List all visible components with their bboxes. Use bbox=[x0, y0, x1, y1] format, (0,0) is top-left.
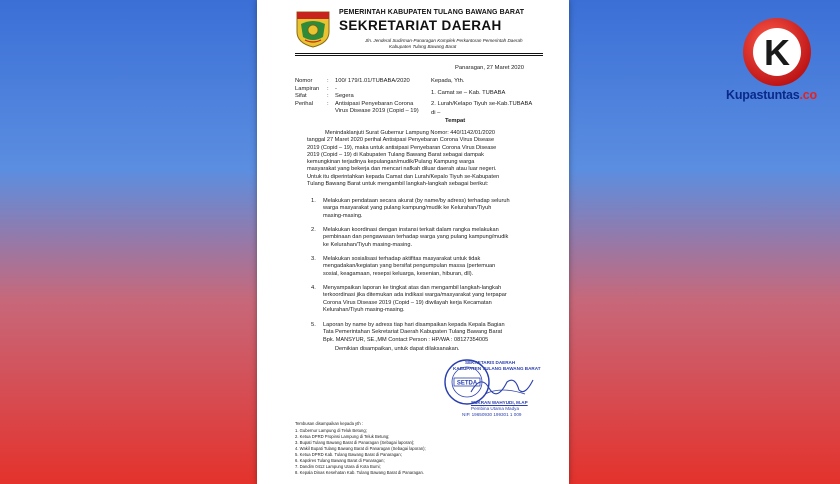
cc-item: 2. Ketua DPRD Propinsi Lampung di Teluk Betung; bbox=[295, 434, 390, 439]
recipient-item: 2. Lurah/Kelapo Tiyuh se-Kab.TUBABA bbox=[431, 101, 533, 107]
cc-item: 3. Bupati Tulang Bawang Barat di Panaragan (Sebagai laporan); bbox=[295, 440, 415, 445]
closing-sentence: Demikian disampaikan, untuk dapat dilaksanakan. bbox=[335, 346, 460, 352]
point-line: Corona Virus Disease 2019 (Copid – 19) diwilayah kerja Kecamatan bbox=[323, 299, 492, 306]
point-line: Melakukan pendataan secara akurat (by name/by adress) terhadap seluruh bbox=[323, 198, 510, 204]
letter-page bbox=[257, 0, 569, 484]
point-number: 2. bbox=[311, 227, 316, 233]
cc-heading: Tembusan disampaikan kepada yth : bbox=[295, 421, 363, 426]
point-line: ke Kelurahan/Tiyuh masing-masing. bbox=[323, 241, 413, 248]
point-line: pembinaan dan pengawasan terhadap warga yang pulang kampung/mudik bbox=[323, 234, 509, 241]
recipient-at: di – bbox=[431, 110, 441, 116]
cc-item: 5. Ketua DPRD Kab. Tulang Bawang Barat di Panaragan; bbox=[295, 452, 402, 457]
point-line: Tata Pemerintahan Sekretariat Daerah Kabupaten Tulang Bawang Barat bbox=[323, 329, 503, 336]
office-address-city: Kabupaten Tulang Bawang Barat bbox=[389, 44, 457, 49]
signatory-nip: NIP. 19650930 199301 1 009 bbox=[462, 412, 522, 417]
point-text bbox=[323, 256, 495, 278]
paragraph-line: tanggal 27 Maret 2020 perihal Antisipasi Penyebaran Corona Virus Disease bbox=[307, 137, 495, 144]
cc-item: 6. Kapolres Tulang Bawang Barat di Panaragan; bbox=[295, 458, 385, 463]
point-text bbox=[323, 285, 507, 314]
paragraph-line: kemungkinan terjadinya kepulangan/mudik/Pulang Kampung warga bbox=[307, 159, 475, 166]
point-line: Bpk. MANSYUR, SE.,MM Contact Person : HP/WA : 08127354005 bbox=[323, 336, 489, 343]
brand-name: Kupastuntas bbox=[726, 88, 800, 102]
brand-tld: .co bbox=[799, 88, 817, 102]
regency-emblem-icon bbox=[295, 10, 331, 48]
point-line: sosial, keagamaan, resepsi keluarga, kesenian, hiburan, dll). bbox=[323, 270, 474, 277]
point-number: 3. bbox=[311, 256, 316, 262]
point-number: 5. bbox=[311, 322, 316, 328]
letterhead-divider bbox=[295, 53, 543, 56]
paragraph-line: Untuk itu diperintahkan kepada Camat dan Lurah/Kepalo Tiyuh se-Kabupaten bbox=[307, 173, 500, 180]
point-number: 1. bbox=[311, 198, 316, 204]
point-text bbox=[323, 227, 508, 249]
meta-label: Sifat bbox=[295, 93, 307, 99]
signatory-name: SUKRAN WAHYUDI, M.AP bbox=[471, 400, 528, 405]
meta-value: 100/ 179/1.01/TUBABA/2020 bbox=[335, 78, 410, 84]
logo-letter: K bbox=[764, 32, 790, 73]
watermark-brand bbox=[726, 88, 817, 102]
recipient-item: 1. Camat se – Kab. TUBABA bbox=[431, 90, 506, 96]
point-line: Kelurahan/Tiyuh masing-masing. bbox=[323, 306, 405, 313]
kupastuntas-logo-icon bbox=[730, 10, 830, 120]
meta-value: Virus Disease 2019 (Copid – 19) bbox=[335, 107, 419, 114]
letterhead bbox=[257, 0, 569, 56]
point-text bbox=[323, 322, 505, 344]
meta-label: Nomor bbox=[295, 78, 313, 84]
meta-colon: : bbox=[327, 100, 329, 107]
point-line: Menyampaikan laporan ke tingkat atas dan mengambil langkah-langkah bbox=[323, 285, 502, 291]
office-address: Jln. Jenderal Sudirman-Panaragan Komplek Perkantoran Pemerintah Daerah bbox=[365, 38, 523, 43]
meta-label: Perihal bbox=[295, 100, 314, 107]
signatory-office: KABUPATEN TULANG BAWANG BARAT bbox=[453, 366, 541, 371]
point-line: warga masyarakat yang pulang kampung/mudik ke Kelurahan/Tiyuh bbox=[323, 205, 492, 212]
paragraph-line: 2019 (Copid – 19) di Kabupaten Tulang Bawang Barat sebagai dampak bbox=[307, 151, 484, 158]
point-line: Melakukan sosialisasi terhadap aktifitas masyarakat untuk tidak bbox=[323, 256, 481, 262]
cc-item: 7. Dandim 0412 Lampung Utara di Kota Bumi; bbox=[295, 464, 381, 469]
cc-item: 8. Kepala Dinas Kesehatan Kab. Tulang Bawang Barat di Panaragan. bbox=[295, 470, 424, 475]
point-line: terkoordinasi jika ditemukan ada indikasi warga/masyarakat yang terpapar bbox=[323, 292, 507, 299]
government-name: PEMERINTAH KABUPATEN TULANG BAWANG BARAT bbox=[339, 9, 525, 16]
meta-label: Lampiran bbox=[295, 85, 320, 92]
signatory-rank: Pembina Utama Madya bbox=[471, 406, 520, 411]
handwritten-signature-icon bbox=[467, 372, 537, 400]
meta-colon: : bbox=[327, 85, 329, 92]
paragraph-line: Tulang Bawang Barat untuk mengambil langkah-langkah sebagai berikut: bbox=[307, 181, 489, 188]
opening-paragraph bbox=[307, 130, 547, 188]
letter-date: Panaragan, 27 Maret 2020 bbox=[455, 65, 524, 71]
point-number: 4. bbox=[311, 285, 316, 291]
cc-item: 1. Gubernur Lampung di Teluk Betung; bbox=[295, 428, 367, 433]
meta-value: Segera bbox=[335, 93, 354, 99]
meta-colon: : bbox=[327, 78, 329, 84]
meta-value: Antisipasi Penyebaran Corona bbox=[335, 100, 414, 107]
point-text bbox=[323, 198, 510, 220]
recipient-intro: Kepada, Yth. bbox=[431, 78, 465, 84]
cc-item: 4. Wakil Bupati Tulang Bawang Barat di Panaragan (Sebagai laporan); bbox=[295, 446, 426, 451]
recipient-place: Tempat bbox=[445, 118, 466, 124]
point-line: mengadakan/kegiatan yang bersifat pengumpulan massa (pertemuan bbox=[323, 263, 496, 270]
point-line: Laporan by name by adress tiap hari disampaikan kepada Kepala Bagian bbox=[323, 322, 505, 328]
paragraph-line: 2019 (Copid – 19), maka untuk antisipasi Penyebaran Corona Virus Disease bbox=[307, 144, 497, 151]
paragraph-line: Menindaklanjuti Surat Gubernur Lampung Nomor: 440/1142/01/2020 bbox=[325, 130, 495, 136]
point-line: Melakukan koordinasi dengan instansi terkait dalam rangka melakukan bbox=[323, 227, 499, 233]
meta-colon: : bbox=[327, 93, 329, 99]
paragraph-line: masyarakat yang bekerja dan mencari nafkah diluar daerah atau luar negeri. bbox=[307, 166, 497, 173]
point-line: masing-masing. bbox=[323, 212, 363, 219]
office-title: SEKRETARIAT DAERAH bbox=[339, 18, 502, 33]
meta-value: - bbox=[335, 85, 337, 92]
signatory-title: SEKRETARIS DAERAH bbox=[465, 360, 516, 365]
stamp-label: SETDA bbox=[456, 380, 478, 387]
